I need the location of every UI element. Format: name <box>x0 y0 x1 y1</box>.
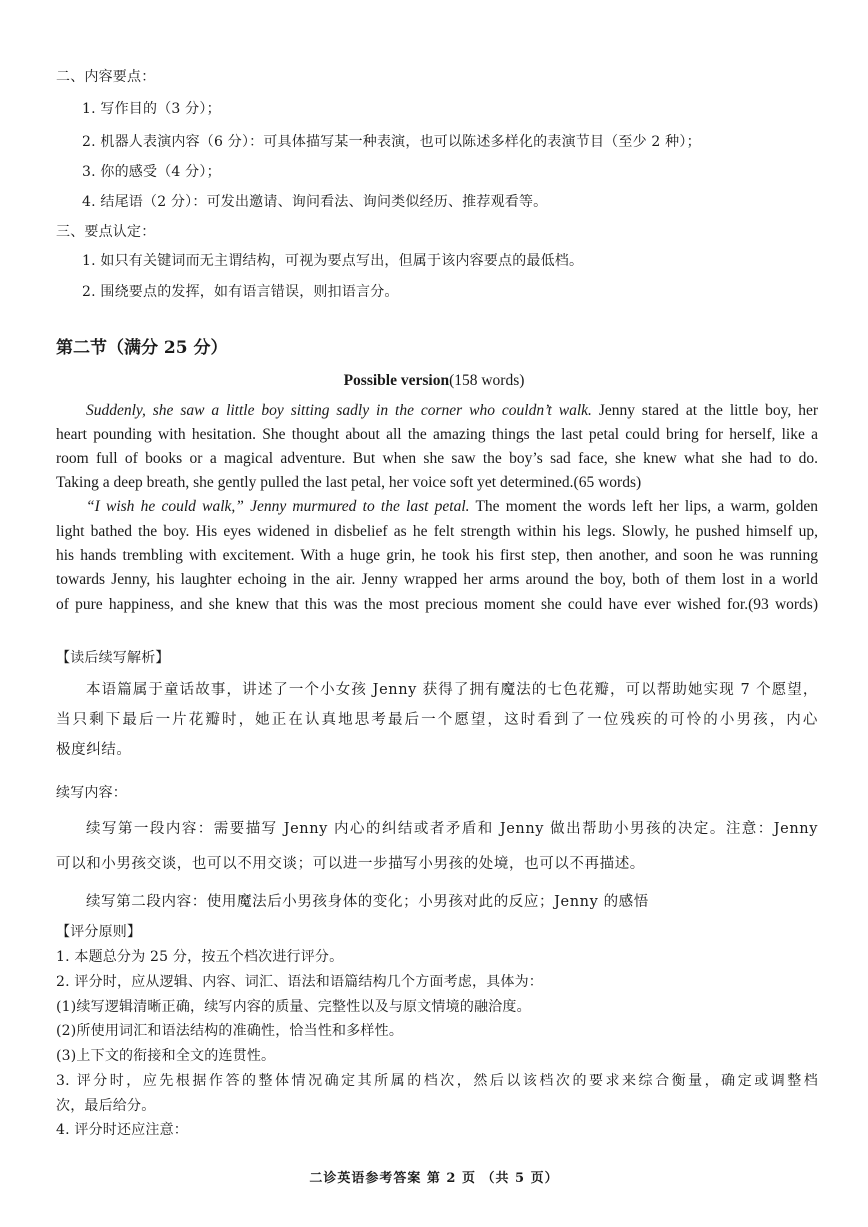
scoring-line5: (3)上下文的衔接和全文的连贯性。 <box>56 1048 276 1064</box>
section-two-heading: 二、内容要点： <box>56 69 156 85</box>
content-point-2: 2. 机器人表演内容（6 分）：可具体描写某一种表演，也可以陈述多样化的表演节目（至少 2 种）； <box>82 134 701 150</box>
rule-point-2: 2. 围绕要点的发挥，如有语言错误，则扣语言分。 <box>82 284 399 300</box>
scoring-line6: 3. 评分时，应先根据作答的整体情况确定其所属的档次，然后以该档次的要求来综合衡量，确定或调整档 <box>56 1073 818 1089</box>
rule-point-1: 1. 如只有关键词而无主谓结构，可视为要点写出，但属于该内容要点的最低档。 <box>82 253 584 269</box>
scoring-line7: 次，最后给分。 <box>56 1098 156 1114</box>
analysis-heading: 【读后续写解析】 <box>56 650 170 666</box>
scoring-line2: 2. 评分时，应从逻辑、内容、词汇、语法和语篇结构几个方面考虑，具体为： <box>56 974 544 990</box>
content-point-1: 1. 写作目的（3 分）； <box>82 101 221 117</box>
version-p1-line4: Taking a deep breath, she gently pulled the last petal, her voice soft yet determined.(65 words) <box>56 474 642 491</box>
part-two-heading: 第二节（满分 25 分） <box>56 338 228 358</box>
version-p2-line1 <box>56 498 818 516</box>
version-p2-line5: of pure happiness, and she knew that this was the most precious moment she could have ever wished for.(93 words) <box>56 596 818 613</box>
version-label: Possible version <box>343 372 450 389</box>
version-p1-line1 <box>56 402 818 420</box>
version-p2-line3: his hands trembling with excitement. With a huge grin, he took his first step, then another, and soon he was running <box>56 547 818 564</box>
page-footer: 二诊英语参考答案 第 2 页 （共 5 页） <box>309 1171 559 1186</box>
content-point-3: 3. 你的感受（4 分）； <box>82 164 221 180</box>
p2-line1-rest: The moment the words left her lips, a warm, golden <box>469 498 818 515</box>
section-three-heading: 三、要点认定： <box>56 224 156 240</box>
continuation-para2: 续写第二段内容：使用魔法后小男孩身体的变化；小男孩对此的反应；Jenny 的感悟 <box>86 894 649 910</box>
version-word-count: (158 words) <box>449 372 525 389</box>
possible-version-title <box>0 372 868 390</box>
analysis-line1: 本语篇属于童话故事，讲述了一个小女孩 Jenny 获得了拥有魔法的七色花瓣，可以帮助她实现 7 个愿望， <box>86 682 818 698</box>
p1-line1-rest: Jenny stared at the little boy, her <box>591 402 818 419</box>
scoring-heading: 【评分原则】 <box>56 924 142 940</box>
analysis-line3: 极度纠结。 <box>56 742 132 758</box>
analysis-line2: 当只剩下最后一片花瓣时，她正在认真地思考最后一个愿望，这时看到了一位残疾的可怜的小男孩，内心 <box>56 712 818 728</box>
p1-given-sentence: Suddenly, she saw a little boy sitting sadly in the corner who couldn’t walk. <box>86 402 592 419</box>
p2-given-sentence: “I wish he could walk,” Jenny murmured to the last petal. <box>86 498 470 515</box>
scoring-line3: (1)续写逻辑清晰正确，续写内容的质量、完整性以及与原文情境的融洽度。 <box>56 999 531 1015</box>
content-point-4: 4. 结尾语（2 分）：可发出邀请、询问看法、询问类似经历、推荐观看等。 <box>82 194 548 210</box>
version-p2-line2: light bathed the boy. His eyes widened in disbelief as he felt strength within his legs. Slowly, he pushed himself up, <box>56 523 818 540</box>
continuation-content-heading: 续写内容： <box>56 785 127 801</box>
version-p1-line3: room full of books or a magical adventure. But when she saw the boy’s sad face, she knew what she had to do. <box>56 450 818 467</box>
scoring-line4: (2)所使用词汇和语法结构的准确性，恰当性和多样性。 <box>56 1023 404 1039</box>
scoring-line8: 4. 评分时还应注意： <box>56 1122 189 1138</box>
continuation-para1-line1: 续写第一段内容：需要描写 Jenny 内心的纠结或者矛盾和 Jenny 做出帮助小男孩的决定。注意：Jenny <box>86 821 818 837</box>
continuation-para1-line2: 可以和小男孩交谈，也可以不用交谈；可以进一步描写小男孩的处境，也可以不再描述。 <box>56 856 645 872</box>
scoring-line1: 1. 本题总分为 25 分，按五个档次进行评分。 <box>56 949 344 965</box>
version-p2-line4: towards Jenny, his laughter echoing in the air. Jenny wrapped her arms around the boy, both of them lost in a world <box>56 571 818 588</box>
version-p1-line2: heart pounding with hesitation. She thought about all the amazing things the last petal could bring for herself, like a <box>56 426 818 443</box>
